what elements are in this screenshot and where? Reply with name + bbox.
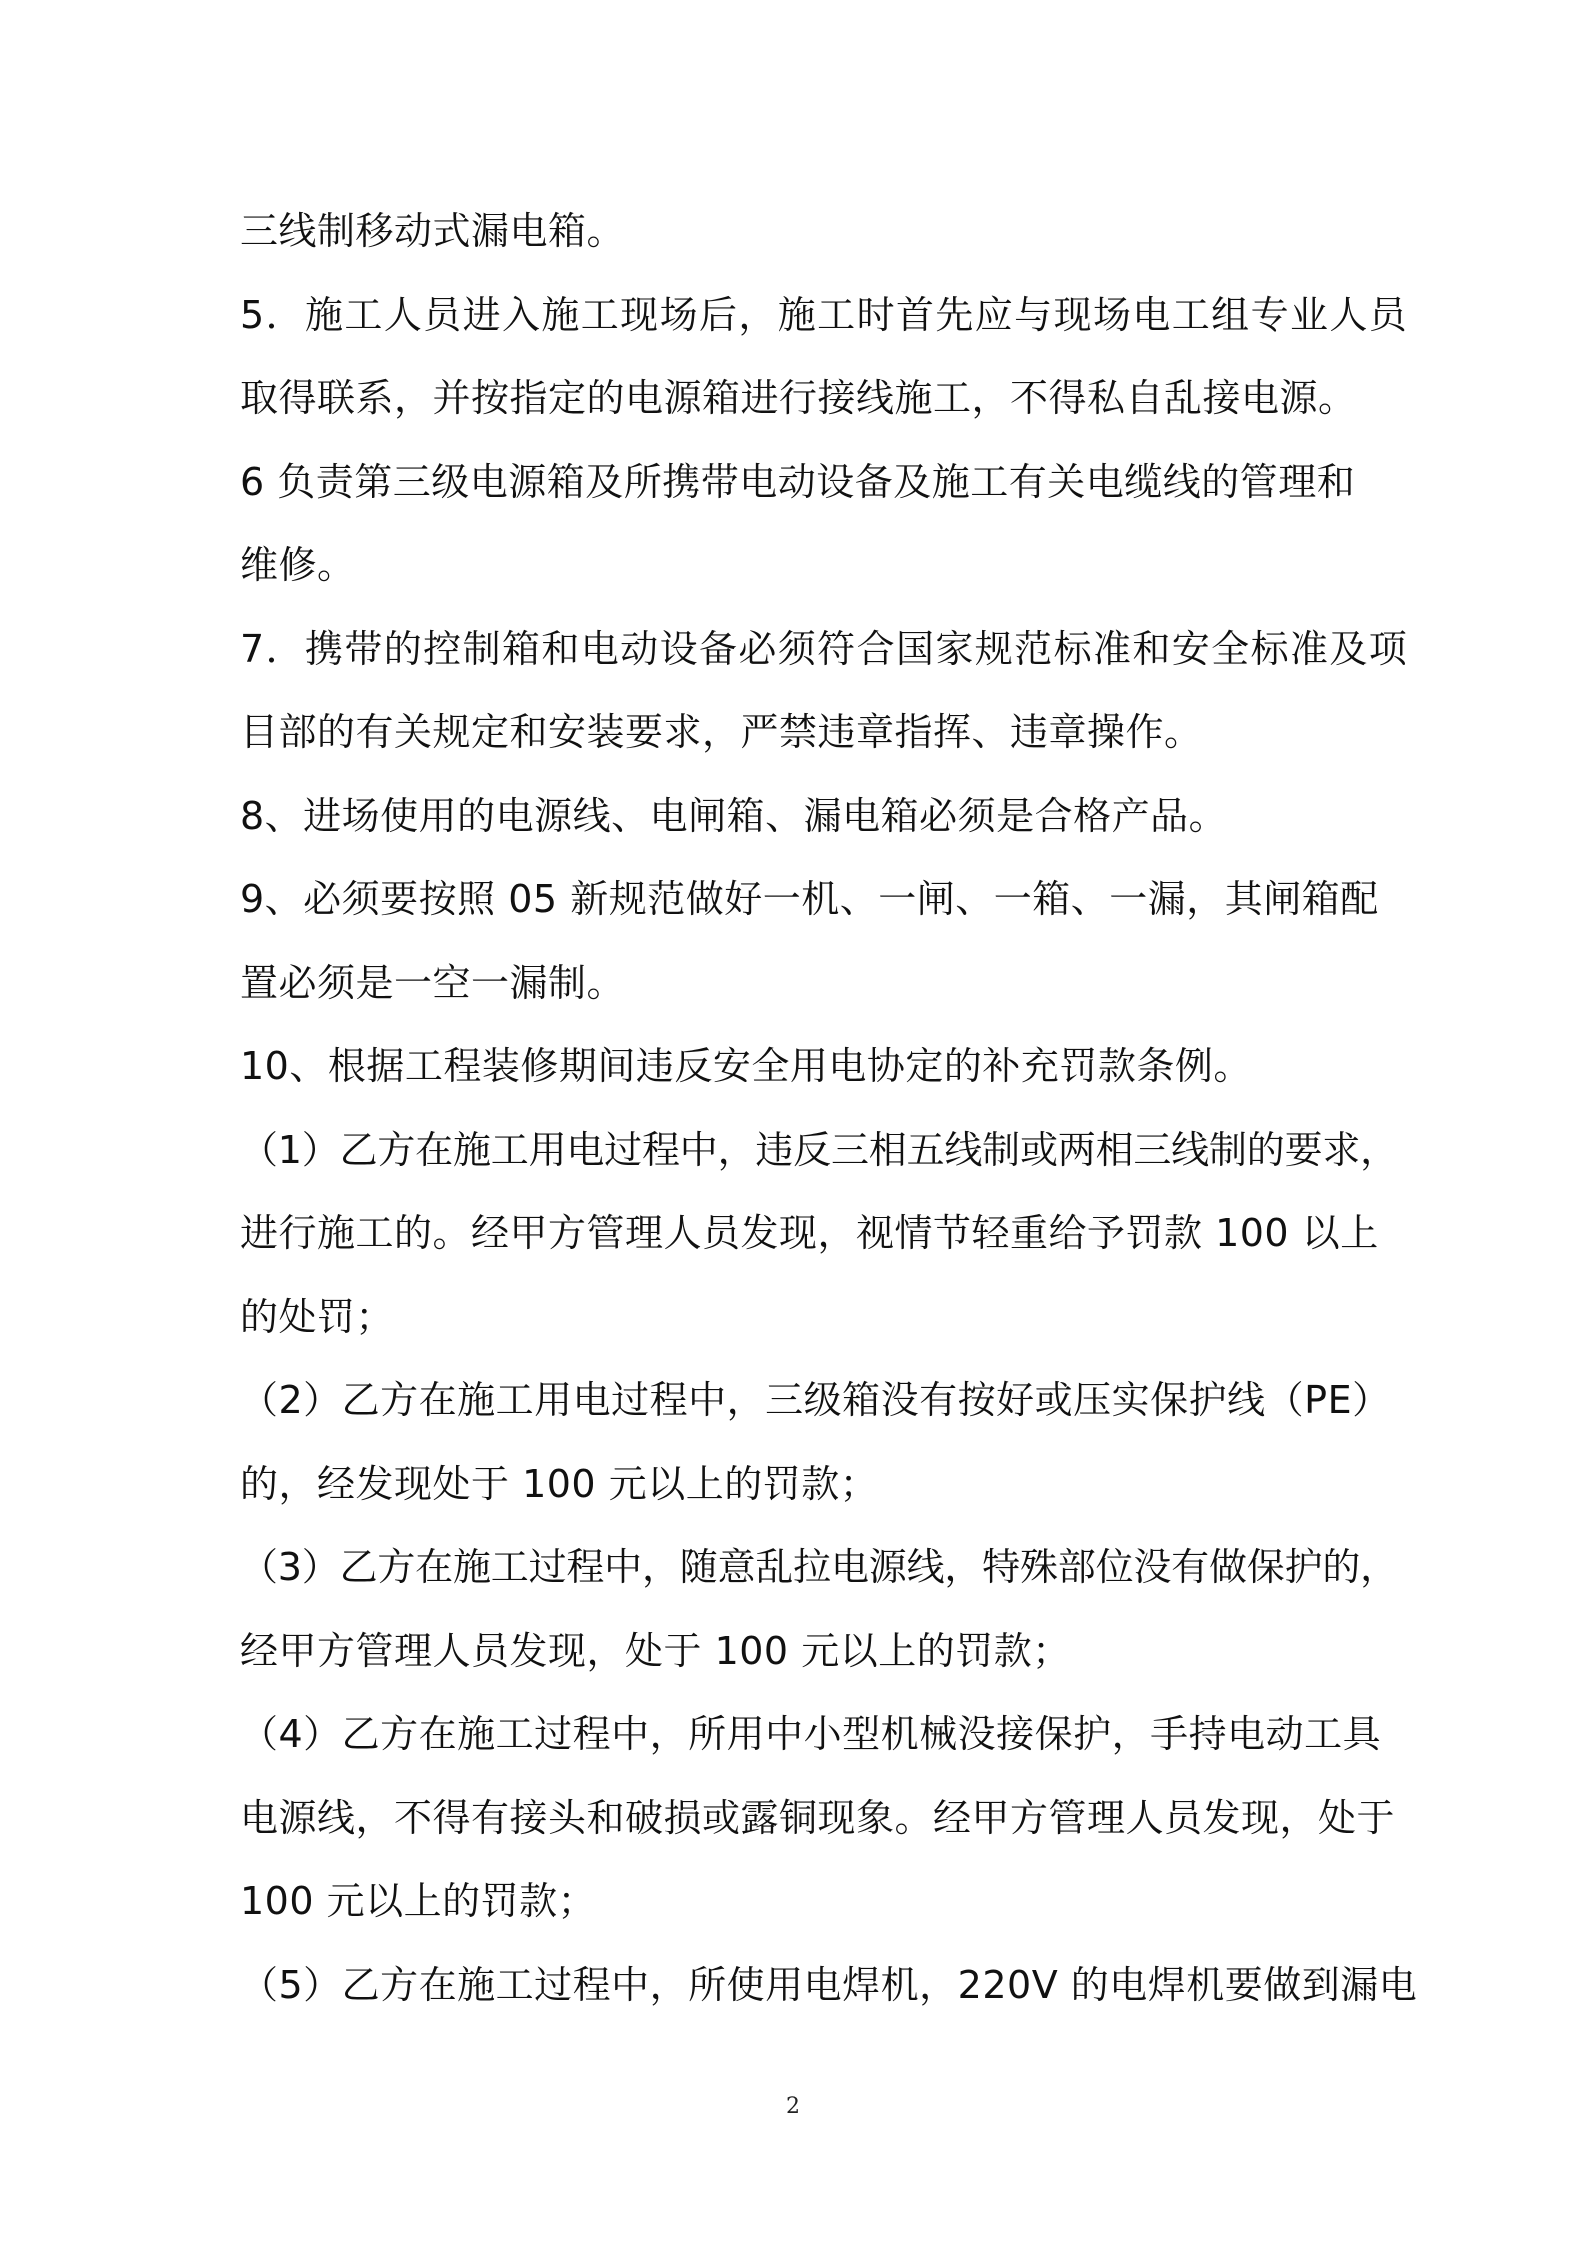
- text-line: 电源线，不得有接头和破损或露铜现象。经甲方管理人员发现，处于: [240, 1795, 1396, 1840]
- text-line: 取得联系，并按指定的电源箱进行接线施工，不得私自乱接电源。: [240, 376, 1357, 420]
- text-line: 10、根据工程装修期间违反安全用电协定的补充罚款条例。: [240, 1044, 1252, 1088]
- text-line: 维修。: [240, 543, 356, 587]
- text-line: 目部的有关规定和安装要求，严禁违章指挥、违章操作。: [240, 710, 1203, 754]
- text-line: 置必须是一空一漏制。: [240, 960, 626, 1005]
- text-line: 经甲方管理人员发现，处于 100 元以上的罚款；: [240, 1628, 1071, 1673]
- document-body: [240, 190, 1418, 2027]
- text-line: （5）乙方在施工过程中，所使用电焊机，220V 的电焊机要做到漏电: [240, 1962, 1418, 2007]
- text-line: 三线制移动式漏电箱。: [240, 209, 626, 253]
- text-line: 7．携带的控制箱和电动设备必须符合国家规范标准和安全标准及项: [240, 626, 1409, 671]
- text-line: （4）乙方在施工过程中，所用中小型机械没接保护，手持电动工具: [240, 1712, 1382, 1756]
- text-line: 5．施工人员进入施工现场后，施工时首先应与现场电工组专业人员: [240, 292, 1409, 337]
- text-line: 6 负责第三级电源箱及所携带电动设备及施工有关电缆线的管理和: [240, 459, 1356, 504]
- text-line: （1）乙方在施工用电过程中，违反三相五线制或两相三线制的要求，: [240, 1127, 1398, 1172]
- text-line: 进行施工的。经甲方管理人员发现，视情节轻重给予罚款 100 以上: [240, 1211, 1379, 1255]
- text-line: 8、进场使用的电源线、电闸箱、漏电箱必须是合格产品。: [240, 793, 1228, 838]
- text-line: （2）乙方在施工用电过程中，三级箱没有按好或压实保护线（PE）: [240, 1378, 1391, 1422]
- text-line: 的，经发现处于 100 元以上的罚款；: [240, 1461, 879, 1506]
- text-line: 的处罚；: [240, 1294, 395, 1339]
- text-line: 100 元以上的罚款；: [240, 1879, 597, 1923]
- text-line: 9、必须要按照 05 新规范做好一机、一闸、一箱、一漏，其闸箱配: [240, 877, 1379, 921]
- page-number: 2: [786, 2094, 800, 2119]
- text-line: （3）乙方在施工过程中，随意乱拉电源线，特殊部位没有做保护的，: [240, 1545, 1398, 1589]
